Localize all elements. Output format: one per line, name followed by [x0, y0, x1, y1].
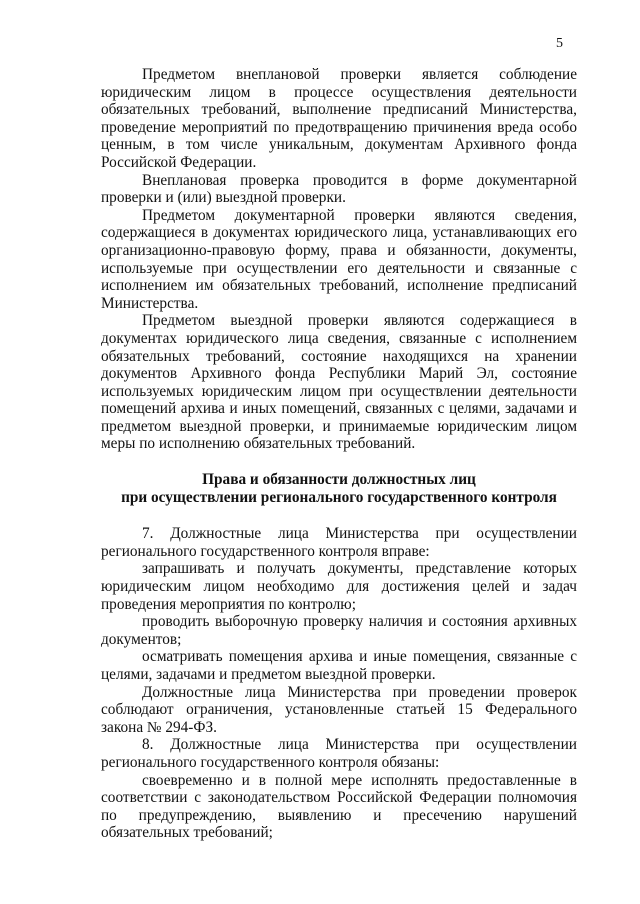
paragraph-duty-exercise-powers: своевременно и в полной мере исполнять предоставленные в соответствии с законодательством Российской Федерации полномочия по предупреждению, выявлению и пресечению нарушений обязательных требований;: [101, 771, 577, 842]
section-heading-line-1: Права и обязанности должностных лиц: [202, 471, 476, 489]
paragraph-onsite-inspection-subject: Предметом выездной проверки являются содержащиеся в документах юридического лица сведения, связанные с исполнением обязательных требований, состояние находящихся на хранении документов Архивного фонда Республики Марий Эл, состояние используемых юридическим лицом при осуществлении деятельности помещений архива и иных помещений, связанных с целями, задачами и предметом выездной проверки, и принимаемые юридическим лицом меры по исполнению обязательных требований.: [101, 312, 577, 453]
paragraph-right-request-documents: запрашивать и получать документы, представление которых юридическим лицом необходимо для достижения целей и задач проведения мероприятия по контролю;: [101, 560, 577, 613]
page-number: 5: [556, 36, 563, 51]
paragraph-restrictions: Должностные лица Министерства при проведении проверок соблюдают ограничения, установленные статьей 15 Федерального закона № 294-ФЗ.: [101, 683, 577, 736]
paragraph-unscheduled-inspection-form: Внеплановая проверка проводится в форме документарной проверки и (или) выездной проверки.: [101, 171, 577, 207]
paragraph-unscheduled-inspection-subject: Предметом внеплановой проверки является соблюдение юридическим лицом в процессе осуществления деятельности обязательных требований, выполнение предписаний Министерства, проведение мероприятий по предотвращению причинения вреда особо ценным, в том числе уникальным, документам Архивного фонда Российской Федерации.: [101, 66, 577, 171]
paragraph-item-7: 7. Должностные лица Министерства при осуществлении регионального государственного контроля вправе:: [101, 525, 577, 560]
section-heading: [101, 471, 577, 506]
paragraph-documentary-inspection-subject: Предметом документарной проверки являются сведения, содержащиеся в документах юридического лица, устанавливающих его организационно-правовую форму, права и обязанности, документы, используемые при осуществлении его деятельности и связанные с исполнением им обязательных требований, исполнение предписаний Министерства.: [101, 206, 577, 312]
paragraph-right-inspect-premises: осматривать помещения архива и иные помещения, связанные с целями, задачами и предметом выездной проверки.: [101, 648, 577, 683]
document-body: [101, 66, 577, 842]
paragraph-item-8: 8. Должностные лица Министерства при осуществлении регионального государственного контроля обязаны:: [101, 736, 577, 771]
paragraph-right-selective-check: проводить выборочную проверку наличия и состояния архивных документов;: [101, 613, 577, 648]
section-heading-line-2: при осуществлении регионального государственного контроля: [121, 488, 557, 506]
